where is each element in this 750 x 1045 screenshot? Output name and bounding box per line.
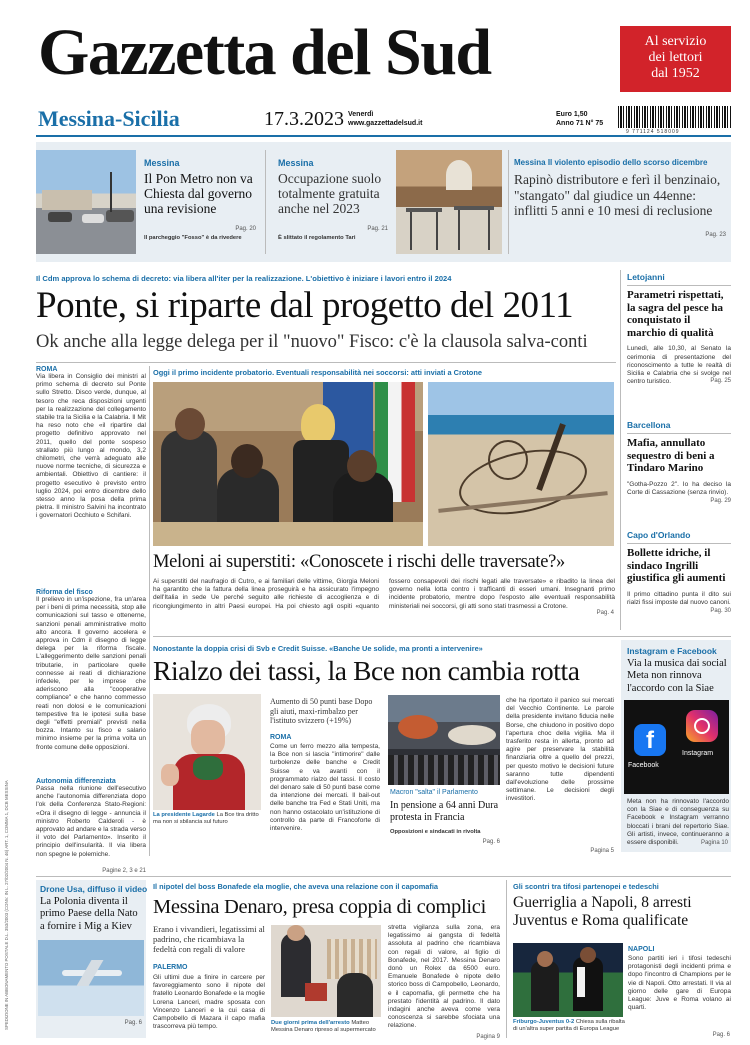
lead-body: Via libera in Consiglio dei ministri al primo schema di decreto sul Ponte sullo Stretto. Disco verde, dunque, al tesoro che reca disposizioni urgenti per la realizzazione del collegamento stabile tra la Sicilia e la Calabria. Il Mit ha reso noto che «il ripartire dal progetto definitivo approvato nel 2011, quello del ponte sospeso strallato più lungo al mondo, 3,2 chilometri, che verrà adeguato alle nuove norme tecniche, di sicurezza e ambientali. Obiettivo di cantiere: il progetto esecutivo è previsto entro luglio 2024, poi entro dicembre dello stesso anno la posa della prima pietra. Il ministro Salvini ha incontrato i governatori Occhiuto e Schifani. [36,373,146,520]
denaro-dateline: PALERMO [153,964,188,971]
right-section-barcellona: Barcellona [627,420,671,430]
bottom-divider [506,880,507,1038]
right-item-barcellona [627,420,731,504]
instagram-headline: Via la musica dai social Meta non rinnova l'accordo con la Siae [627,658,727,694]
napoli-caption-bold: Friburgo-Juventus 0-2 [513,1019,575,1025]
teaser-divider-1 [265,150,266,254]
lead-rule [36,362,616,363]
right-page-barcellona: Pag. 29 [710,497,731,504]
napoli-headline: Guerriglia a Napoli, 8 arresti Juventus e Roma qualificate [513,894,692,929]
instagram-photo [624,700,729,794]
lead-col-divider [149,366,150,856]
right-section-capodorlando: Capo d'Orlando [627,530,691,540]
right-page-capodorlando: Pag. 30 [710,607,731,614]
masthead-price: Euro 1,50 [556,111,588,118]
right-headline-barcellona: Mafia, annullato sequestro di beni a Tindaro Marino [627,437,715,475]
lead-sub-autonomia: Autonomia differenziata [36,778,116,785]
banks-body-2: che ha riportato il panico sui mercati del Vecchio Continente. Le parole della presidente invitano fiducia nelle Borse, che chiudono in positivo dopo l'apertura choc della vigilia. Ma il trasferito resta in allerta, pronto ad agire per preservare la stabilità finanziaria oltre a quello del prezzi, per questo motivo le decisioni future saranno tutte dipendenti dall'evoluzione delle prossime settimane. Le decisioni degli investitori. [506,697,614,803]
masthead-rule [36,135,731,137]
lead-subhead: Ok anche alla legge delega per il "nuovo" Fisco: c'è la clausola salva-conti [36,332,588,352]
banks-body: Come un ferro mezzo alla tempesta, la Bce non si lascia "intimorire" dalle turbolenze delle banche e Credit Suisse e va avanti con il programmato rialzo del tassi. Il costo del denaro sale di 50 punti base come da intenzione dei mercati. Il bail-out delle banche tra Fed e Stati Uniti, ma non hanno ostacolato un'istituzione di controllo da parte di Francoforte di intervenire. [270,743,380,833]
right-body-capodorlando: Il primo cittadino punta il dito sui rialzi fissi imposte dal nuovo canoni. [627,590,731,606]
right-rule-2 [627,433,731,434]
france-headline: In pensione a 64 anni Dura protesta in Francia [390,800,499,823]
badge-line-1: Al servizio [644,34,707,49]
banks-top-rule [153,636,731,637]
drone-kicker: Drone Usa, diffuso il video [40,884,148,894]
cutro-body: Ai superstiti del naufragio di Cutro, e ai familiari delle vittime, Giorgia Meloni ha garantito che la fattura della linea proseguirà e ha assicurato l'impegno dell'Italia in sede Ue perché seguito alle richieste di accoglienza e di ricongiungimento in altri Paesi europei. Ha poi chiesto agli ospiti «quanto fossero consapevoli dei rischi legati alle traversate» e ribadito la linea del governo nella lotta contro i trafficanti di esseri umani. Insegnanti primo incidente probatorio, mentre dopo l'esposto alle eventuali responsabilità ministeriali nei soccorsi, gli atti sono stati trasmessi a Crotone. [153,578,615,610]
denaro-deck: Erano i vivandieri, legatissimi al padrino, che ricambiava la fedeltà con regali di valore [153,924,265,954]
napoli-kicker: Gli scontri tra tifosi partenopei e tedeschi [513,882,659,891]
denaro-page: Pagina 9 [476,1034,500,1040]
teaser-kicker-3: Il violento episodio dello scorso dicembre [547,158,708,167]
denaro-headline: Messina Denaro, presa coppia di complici [153,896,486,918]
lead-page: Pagine 2, 3 e 21 [102,868,146,874]
lead-column [36,366,146,874]
napoli-body: Sono partiti ieri i tifosi tedeschi protagonisti degli incidenti prima e dopo l'incontro di Champions per le vie di Napoli. Otto arrestati. Il via al giorno delle gare di Europa League: Juve e Roma volano ai quarti. [628,955,731,1012]
teaser-headline-2: Occupazione suolo totalmente gratuita anche nel 2023 [278,171,382,216]
right-section-letojanni: Letojanni [627,272,665,282]
napoli-page: Pag. 6 [712,1032,730,1038]
masthead-weekday: Venerdì [348,111,374,118]
teaser-section-3-label: Messina [514,158,546,167]
denaro-caption-text: Matteo Messina Denaro ripreso al supermercato [271,1020,376,1033]
napoli-photo [513,943,623,1017]
lead-dateline: ROMA [36,366,58,373]
masthead-date: 17.3.2023 [264,108,344,130]
badge-line-2: dei lettori [648,50,703,65]
instagram-page: Pagina 10 [700,840,728,846]
instagram-kicker: Instagram e Facebook [627,646,717,656]
facebook-label: Facebook [628,762,659,769]
right-item-capodorlando [627,530,731,614]
masthead-website: www.gazzettadelsud.it [348,120,423,127]
teaser-headline-1: Il Pon Metro non va Chiesta dal governo una revisione [144,171,253,216]
france-tag: Opposizioni e sindacati in rivolta [390,829,481,835]
lagarde-caption [153,812,263,826]
france-page: Pag. 6 [482,839,500,845]
teaser-page-1: Pag. 20 [235,226,256,232]
instagram-label: Instagram [682,750,714,757]
banks-dateline: ROMA [270,734,292,741]
masthead-badge [620,26,731,92]
denaro-body-2: stretta vigilanza sulla zona, era legatissimo ai gangsta di fedeltà assoluta al padrino che ricambiava con regali di valore, al figlio di Bonafede, nel 2017. Messina Denaro donò un Rolex da 6500 euro. Emanuele Bonafede è nipote dello storico boss di Campobello, Leonardo, e il capomafia, gli permette che ha prestato l'identità al padrino. Il dato indagini anche aveva come vera conoscenza si sarebbe sfociata una relazione. [388,924,500,1030]
right-item-letojanni [627,272,731,384]
teaser-page-3: Pag. 23 [705,232,726,238]
teaser-caption-1: Il parcheggio "Fosso" è da rivedere [144,235,242,241]
banks-page: Pagina 5 [590,848,614,854]
drone-photo [38,940,144,1016]
masthead-edition: Messina-Sicilia [38,106,180,131]
lead-headline: Ponte, si riparte dal progetto del 2011 [36,285,574,326]
denaro-kicker: Il nipotel del boss Bonafede ela moglie, che aveva una relazione con il capomafia [153,882,439,891]
teaser-page-2: Pag. 21 [367,226,388,232]
teaser-divider-2 [508,150,509,254]
teaser-section-2: Messina [278,158,314,168]
napoli-caption [513,1019,625,1033]
cutro-photo-beach [428,382,614,546]
masthead-issue: Anno 71 N° 75 [556,120,604,127]
lead-kicker: Il Cdm approva lo schema di decreto: via libera all'iter per la realizzazione. L'obiettivo è iniziare i lavori entro il 2024 [36,274,452,283]
napoli-caption-text: Chiesa sulla ribalta di un'altra super partita di Europa League [513,1019,625,1032]
barcode [618,106,731,128]
denaro-caption-bold: Due giorni prima dell'arresto [271,1020,350,1026]
center-right-divider [620,270,621,630]
teaser-photo-1 [36,150,136,254]
bottom-rule [36,876,731,877]
teaser-photo-2 [396,150,502,254]
cutro-page: Pag. 4 [596,610,614,616]
instagram-icon [686,710,718,742]
right-rule-1 [627,285,731,286]
france-kicker: Macron "salta" il Parlamento [390,789,478,796]
teaser-section-3 [514,158,707,167]
right-rule-3 [627,543,731,544]
drone-headline: La Polonia diventa il primo Paese della Nato a fornire i Mig a Kiev [40,896,138,932]
barcode-digits: 9 771124 518009 [626,129,680,135]
banks-headline: Rialzo dei tassi, la Bce non cambia rotta [153,655,580,686]
cutro-photo-meeting [153,382,423,546]
denaro-body: Gli ultimi due a finire in carcere per favoreggiamento sono il nipote del fratello Leonardo Bonafede e la moglie Lorena Lanceri, madre sposata con Vincenzo Lanceri e la cui casa di Campobello di Mazara il capo mafia trascorreva più tempo. [153,974,265,1031]
right-headline-letojanni: Parametri rispettati, la sagra del pesce ha conquistato il marchio di qualità [627,289,724,339]
lead-sub-fisco: Riforma del fisco [36,589,93,596]
right-headline-capodorlando: Bollette idriche, il sindaco Ingrilli giustifica gli aumenti [627,547,726,585]
cutro-kicker: Oggi il primo incidente probatorio. Eventuali responsabilità nei soccorsi: atti inviati a Crotone [153,368,482,377]
cutro-headline: Meloni ai superstiti: «Conoscete i rischi delle traversate?» [153,552,565,572]
lead-body-autonomia: Passa nella riunione dell'esecutivo anche l'autonomia differenziata dopo l'ok della Conferenza Stato-Regioni: «Ora il disegno di legge - annuncia il ministro Roberto Calderoli - è approvato ad andare e la strada verso il voto del Parlamento». Inserito il principio dell'insularità. Il via libera non spegne le polemiche. [36,785,146,858]
right-page-letojanni: Pag. 25 [710,378,731,385]
denaro-caption [271,1020,383,1034]
lagarde-photo [153,694,261,810]
right-body-letojanni: Lunedì, alle 10,30, al Senato la cerimonia di presentazione del riconoscimento a tutte le realtà di Sicilia e Calabria che si svolge nel centro turistico. [627,345,731,386]
right-body-barcellona: "Gotha-Pozzo 2". Io ha deciso la Corte di Cassazione (senza rinvio). [627,480,731,496]
lagarde-caption-text: La Bce tira dritto ma non si sbilancia sul futuro [153,812,259,825]
lead-body-fisco: Il prelievo in un'ispezione, fra un'area per i beni di prima necessità, stop alle comunicazioni sul tasso e ottenerne, sanzioni penali amministrative molto alto ancora. Il governo accelera e approva in Cdm il disegno di legge delega per la riforma fiscale. L'alleggerimento delle sanzioni penali tributarie, in particolare quelle connesse ai reati di dichiarazione infedele, per le imprese che aderiscono alla "cooperative compliance" e che hanno commesso reati non dolosi e le comunicazioni tempestive fra le ipotesi sulla base degli "effetti premiali" previsti nella bozza. Intanto su fisco e salario minimo insieme per la prima volta un fronte comune delle opposizioni. [36,596,146,751]
denaro-photo [271,925,381,1017]
teaser-headline-3: Rapinò distributore e ferì il benzinaio, "stangato" dal giudice un 44enne: inflitti 5 anni e 10 mesi di reclusione [514,172,721,218]
banks-kicker: Nonostante la doppia crisi di Svb e Credit Suisse. «Banche Ue solide, ma pronti a intervenire» [153,644,483,653]
teaser-section-1: Messina [144,158,180,168]
napoli-dateline: NAPOLI [628,946,655,953]
teaser-caption-2: È slittato il regolamento Tari [278,235,356,241]
lagarde-caption-bold: La presidente Lagarde [153,812,215,818]
masthead-title: Gazzetta del Sud [38,16,491,89]
drone-page: Pag. 6 [124,1020,142,1026]
facebook-icon: f [634,724,666,756]
legal-sidebar: SPEDIZIONE IN ABBONAMENTO POSTALE D.L. 353/2003 (CONV. IN L. 27/02/2004 N. 46) ART. 1, COMMA 1, DCB MESSINA [4,780,9,1030]
banks-deck: Aumento di 50 punti base Dopo gli aiuti, maxi-rimbalzo per l'istituto svizzero (+19%) [270,697,373,726]
badge-line-3: dal 1952 [651,66,700,81]
instagram-body: Meta non ha rinnovato l'accordo con la Siae e di conseguenza su Facebook e Instagram verranno bloccati i brani del repertorio Siae. Gli artisti, invece, continueranno a essere disponibili. [627,798,729,847]
france-photo [388,695,500,785]
